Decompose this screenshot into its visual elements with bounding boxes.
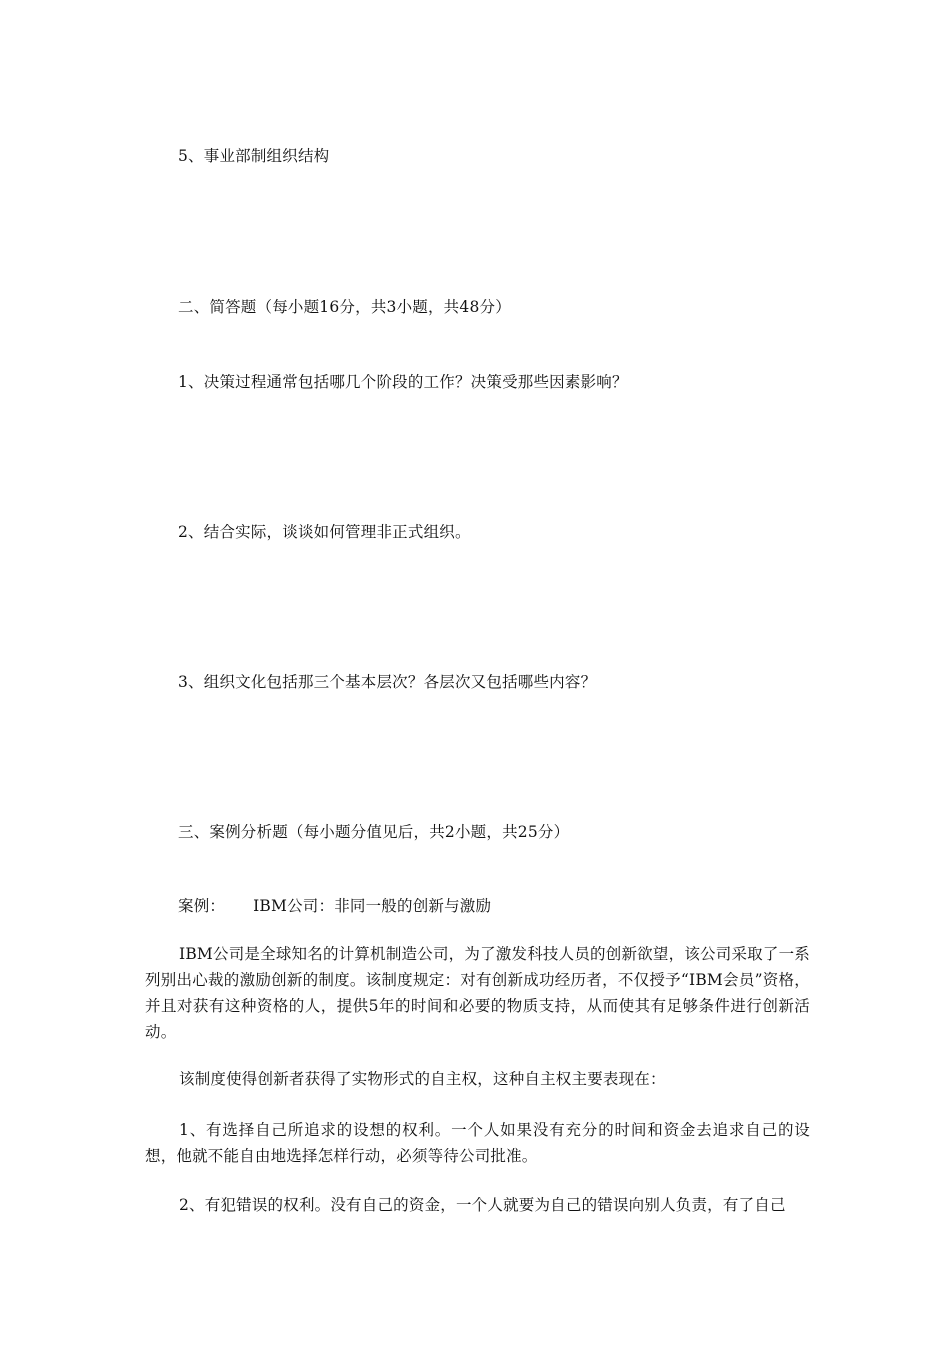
short-answer-question-2: 2、结合实际，谈谈如何管理非正式组织。: [178, 523, 471, 541]
case-label: 案例：: [178, 897, 226, 915]
section-heading-case-analysis: 三、案例分析题（每小题分值见后，共2小题，共25分）: [178, 823, 570, 841]
case-paragraph-4: 2、有犯错误的权利。没有自己的资金，一个人就要为自己的错误向别人负责，有了自己: [179, 1196, 786, 1214]
case-title-line: [178, 896, 491, 916]
case-paragraph-1: IBM公司是全球知名的计算机制造公司，为了激发科技人员的创新欲望，该公司采取了一系列别出心裁的激励创新的制度。该制度规定：对有创新成功经历者，不仅授予“IBM会员”资格，并且对获有这种资格的人，提供5年的时间和必要的物质支持，从而使其有足够条件进行创新活动。: [145, 945, 810, 1041]
section-heading-short-answer: 二、简答题（每小题16分，共3小题，共48分）: [178, 298, 511, 316]
short-answer-question-1: 1、决策过程通常包括哪几个阶段的工作？决策受那些因素影响？: [178, 373, 628, 391]
case-title: IBM公司：非同一般的创新与激励: [253, 897, 492, 915]
question-item-5: 5、事业部制组织结构: [178, 147, 330, 165]
case-paragraph-3: 1、有选择自己所追求的设想的权利。一个人如果没有充分的时间和资金去追求自己的设想，他就不能自由地选择怎样行动，必须等待公司批准。: [145, 1121, 810, 1165]
short-answer-question-3: 3、组织文化包括那三个基本层次？各层次又包括哪些内容？: [178, 673, 597, 691]
case-paragraph-2: 该制度使得创新者获得了实物形式的自主权，这种自主权主要表现在：: [179, 1070, 666, 1088]
